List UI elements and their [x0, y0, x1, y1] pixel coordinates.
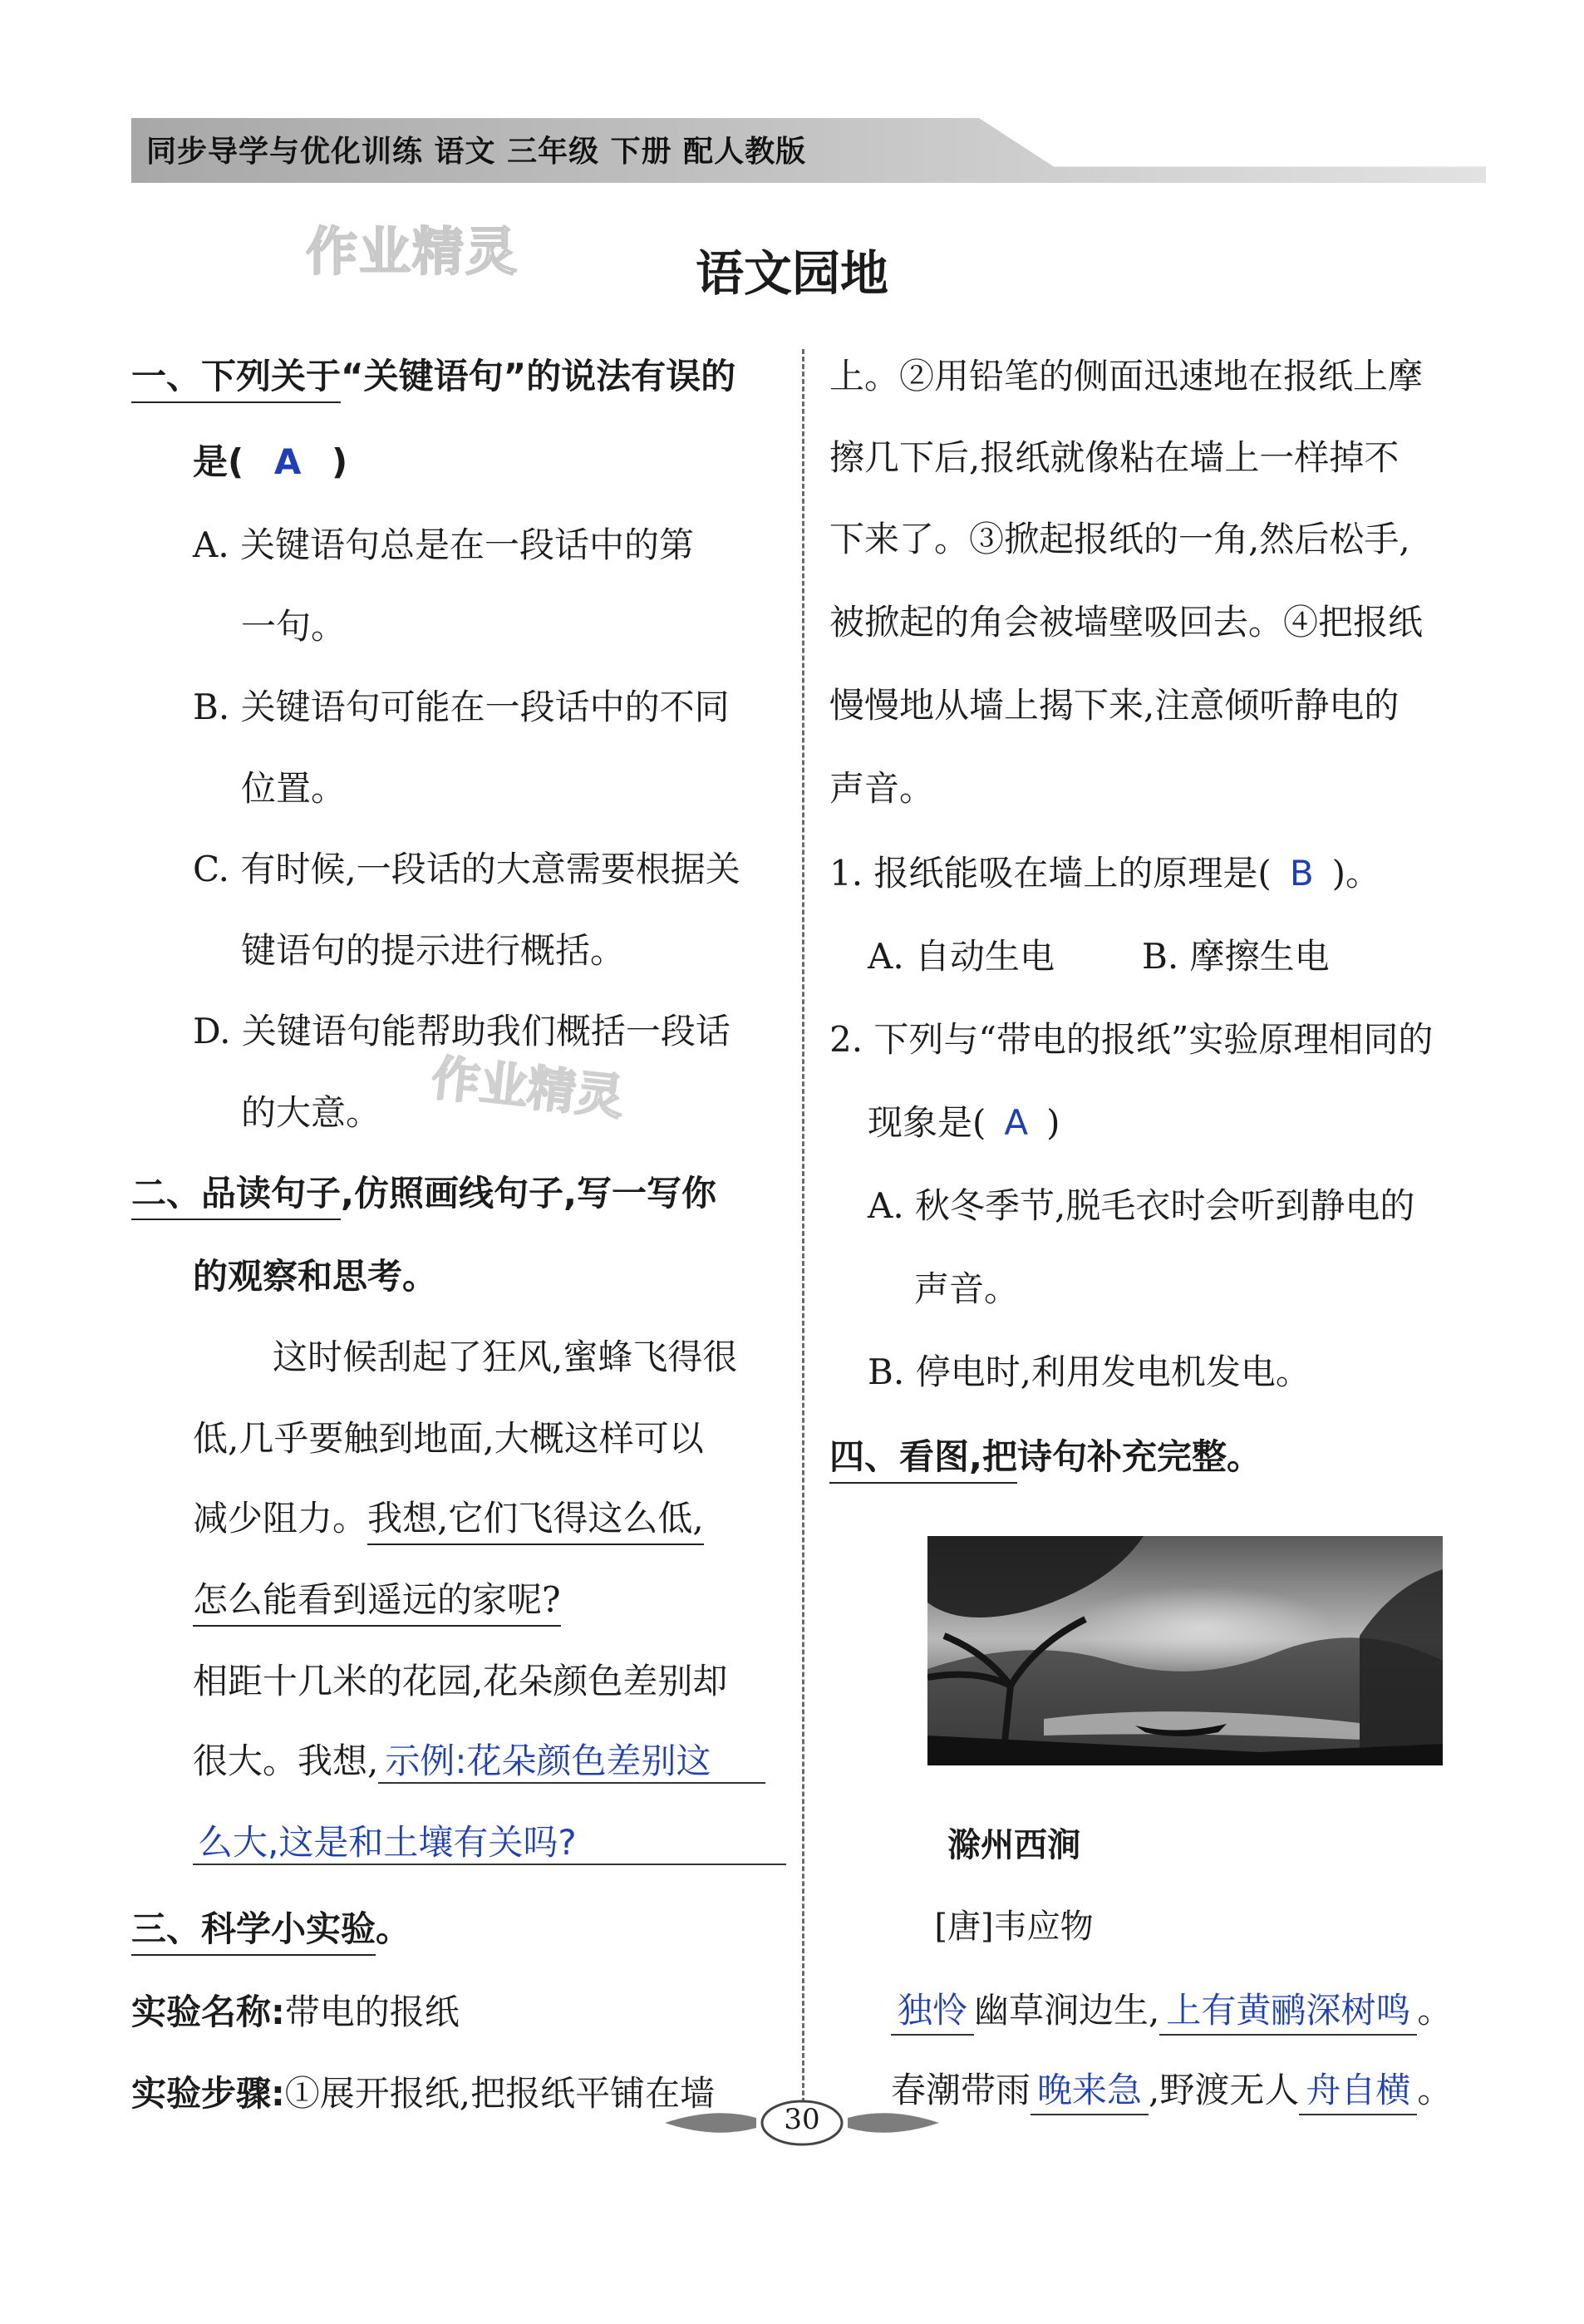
landscape-painting-image: [927, 1536, 1443, 1765]
section1-question-end: [193, 441, 348, 482]
section2-passage-line1: 这时候刮起了狂风,蜜蜂飞得很: [273, 1337, 738, 1377]
section3-q1-end: )。: [1331, 853, 1381, 894]
book-header-title: 同步导学与优化训练 语文 三年级 下册 配人教版: [146, 135, 807, 169]
poem-line1-mid: 幽草涧边生,: [974, 1990, 1160, 2031]
section3-name-value: 带电的报纸: [284, 1992, 460, 2032]
section3-steps-line2: 上。②用铅笔的侧面迅速地在报纸上摩: [829, 356, 1424, 396]
section1-paren-close: ): [331, 441, 348, 482]
section1-number: 一、: [131, 356, 201, 403]
section1-option-a-line1: A. 关键语句总是在一段话中的第: [193, 524, 695, 565]
poem-line2-start: 春潮带雨: [891, 2070, 1031, 2110]
section2-heading-line2: 的观察和思考。: [193, 1256, 438, 1297]
section3-q2-option-a-line1: A. 秋冬季节,脱毛衣时会听到静电的: [868, 1185, 1415, 1226]
svg-text:作业精灵: 作业精灵: [429, 1049, 627, 1126]
section2-passage-line3-plain: 减少阻力。: [193, 1498, 368, 1539]
poem-title: 滁州西涧: [947, 1826, 1080, 1864]
section2-heading: [131, 1173, 716, 1214]
section3-steps-line6: 慢慢地从墙上揭下来,注意倾听静电的: [829, 685, 1400, 726]
section2-underlined-sentence-part2: 怎么能看到遥远的家呢?: [193, 1579, 561, 1627]
section2-prompt-line1: 相距十几米的花园,花朵颜色差别却: [193, 1661, 728, 1701]
section3-number: 三、: [131, 1908, 201, 1956]
section2-underlined-sentence-part1: 我想,它们飞得这么低,: [367, 1498, 704, 1545]
section2-number: 二、: [131, 1173, 201, 1220]
section4-heading: [829, 1436, 1262, 1477]
section2-passage-line4: [193, 1579, 561, 1620]
section3-q2-answer: A: [1004, 1102, 1029, 1143]
section1-option-c-line1: C. 有时候,一段话的大意需要根据关: [193, 849, 740, 889]
section3-q2-end: ): [1046, 1102, 1060, 1143]
section2-passage-line2: 低,几乎要触到地面,大概这样可以: [193, 1418, 704, 1459]
poem-blank1: 独怜: [891, 1990, 974, 2036]
section3-steps-line5: 被掀起的角会被墙壁吸回去。④把报纸: [829, 602, 1424, 643]
poem-blank4: 舟自横: [1299, 2070, 1417, 2115]
section2-answer-line2: 么大,这是和土壤有关吗?: [193, 1825, 786, 1865]
section1-heading: [131, 356, 736, 396]
section3-q1-option-b: B. 摩擦生电: [1142, 936, 1330, 977]
section3-q1-answer: B: [1289, 853, 1314, 894]
section1-paren-open: 是(: [193, 441, 244, 482]
section1-heading-underlined: 下列关于: [201, 356, 341, 403]
section3-q2-text: 现象是(: [868, 1102, 986, 1143]
section1-option-a-line2: 一句。: [241, 606, 347, 647]
section1-answer: A: [273, 441, 302, 482]
section1-heading-rest: “关键语句”的说法有误的: [341, 356, 736, 396]
section1-option-d-line1: D. 关键语句能帮助我们概括一段话: [193, 1011, 731, 1051]
section1-option-b-line2: 位置。: [241, 768, 347, 809]
section3-q1-text: 1. 报纸能吸在墙上的原理是(: [829, 853, 1272, 894]
poem-line2-mid: ,野渡无人: [1149, 2070, 1300, 2110]
poem-blank3: 晚来急: [1031, 2070, 1149, 2115]
section3-steps-text1: ①展开报纸,把报纸平铺在墙: [284, 2073, 716, 2114]
poem-author: [唐]韦应物: [934, 1908, 1094, 1946]
section3-steps-line4: 下来了。③掀起报纸的一角,然后松手,: [829, 519, 1410, 559]
section3-question1: [829, 853, 1381, 894]
section2-prompt-line2: [193, 1741, 765, 1784]
section3-name-label: 实验名称:: [131, 1992, 285, 2032]
section3-question2-line1: 2. 下列与“带电的报纸”实验原理相同的: [829, 1019, 1434, 1060]
section2-heading-rest: ,仿照画线句子,写一写你: [341, 1173, 716, 1214]
section3-heading-underlined: 科学小实验: [201, 1908, 376, 1956]
svg-text:作业精灵: 作业精灵: [306, 221, 519, 282]
section3-q2-option-b: B. 停电时,利用发电机发电。: [868, 1352, 1311, 1392]
poem-line1-end: 。: [1417, 1990, 1453, 2031]
section4-heading-underlined: 看图,把: [899, 1436, 1017, 1484]
section3-steps-line3: 擦几下后,报纸就像粘在墙上一样掉不: [829, 437, 1400, 478]
section3-q1-option-a: A. 自动生电: [868, 936, 1055, 977]
section2-passage-line3: [193, 1498, 704, 1539]
section3-q2-option-a-line2: 声音。: [914, 1268, 1020, 1309]
poem-illustration: [927, 1536, 1443, 1765]
section3-experiment-name: [131, 1992, 460, 2032]
page-title: 语文园地: [695, 245, 888, 302]
section3-heading-end: 。: [376, 1908, 411, 1949]
page-number: 30: [784, 2103, 820, 2136]
section2-answer-line1: 示例:花朵颜色差别这: [378, 1744, 765, 1784]
section3-question2-line2: [868, 1102, 1060, 1143]
section2-prompt-lead: 很大。我想,: [193, 1741, 379, 1781]
poem-line1: [891, 1990, 1453, 2031]
section3-steps-label: 实验步骤:: [131, 2073, 285, 2114]
section4-heading-rest: 诗句补充完整。: [1016, 1436, 1262, 1477]
watermark-logo-middle: [428, 1045, 683, 1137]
section1-option-d-line2: 的大意。: [241, 1092, 381, 1133]
watermark-middle: [427, 1045, 683, 1150]
section1-option-c-line2: 键语句的提示进行概括。: [241, 930, 626, 971]
section2-heading-underlined: 品读句子: [201, 1173, 341, 1220]
section3-steps-line1: [131, 2073, 716, 2114]
section3-steps-line7: 声音。: [829, 768, 935, 809]
section1-option-b-line1: B. 关键语句可能在一段话中的不同: [193, 687, 730, 727]
section4-number: 四、: [829, 1436, 899, 1484]
poem-line2: [891, 2070, 1453, 2110]
poem-line2-end: 。: [1417, 2070, 1453, 2110]
poem-blank2: 上有黄鹂深树鸣: [1159, 1990, 1417, 2036]
